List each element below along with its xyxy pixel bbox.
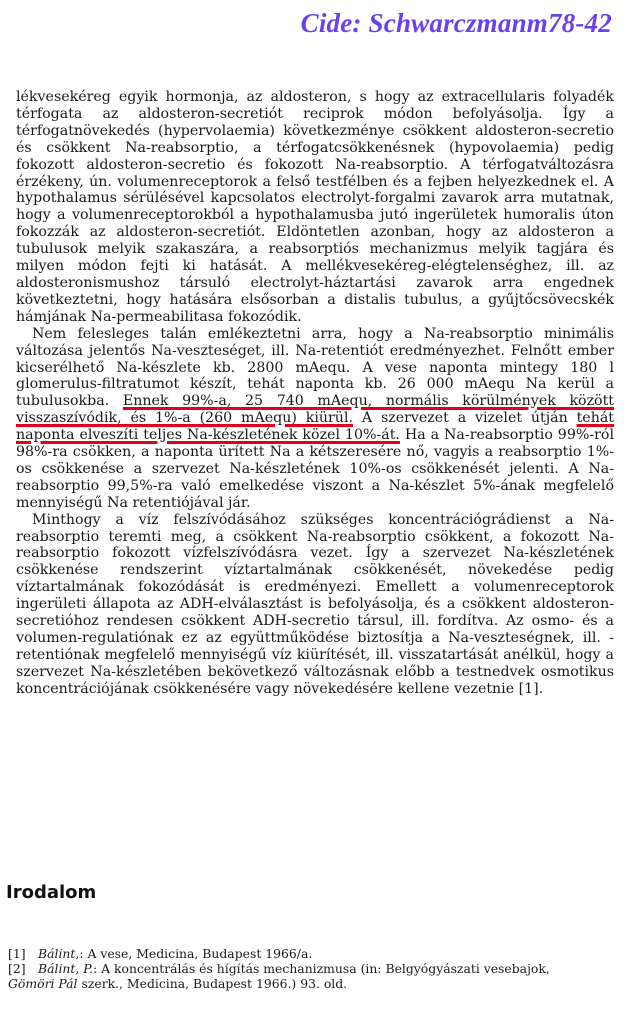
paragraph-2 [16, 326, 614, 512]
paragraph-text: Nem felesleges talán emlékeztetni arra, hogy a Na-reabsorptio minimális változása jelentős Na-veszteséget, ill. Na-retentiót eredményezhet. Felnőtt ember kicserélhető Na-készlete kb. 2800 mAequ. A vese naponta mintegy 180 l glomerulus-filtratumot készít, tehát naponta kb. 26 000 mAequ Na kerül a tubulusokba. [16, 325, 614, 410]
reference-rest: szerk., Medicina, Budapest 1966.) 93. old. [77, 976, 348, 991]
body-text [16, 89, 614, 698]
paragraph-text: A szervezet a vizelet útján [353, 410, 577, 427]
references-list [8, 946, 618, 991]
reference-item [8, 961, 618, 976]
reference-editor: Gömöri Pál [8, 976, 78, 991]
paragraph-1 [16, 89, 614, 326]
paragraph-text: Ha a Na-reabsorptio 99%-ról 98%-ra csökken, a naponta ürített Na a kétszeresére nő, vagyis a reabsorptio 1%-os csökkenése a szervezet Na-készletének 10%-os csökkenését jelenti. A Na-reabsorptio 99,5%-ra való emelkedése viszont a Na-készlet 5%-ának megfelelő mennyiségű Na retentiójával jár. [16, 427, 614, 511]
reference-item [8, 946, 618, 961]
reference-rest: : A koncentrálás és hígítás mechanizmusa (in: Belgyógyászati vesebajok, [93, 961, 550, 976]
paragraph-text: lékvesekéreg egyik hormonja, az aldosteron, s hogy az extracellularis folyadék térfogata az aldosteron-secretiót reciprok módon befolyásolja. Így a térfogatnövekedés (hypervolaemia) következménye csökkent aldosteron-secretio és csökkent Na-reabsorptio, a térfogatcsökkenésnek (hypovolaemia) pedig fokozott aldosteron-secretio és fokozott Na-reabsorptio. A térfogatváltozásra érzékeny, ún. volumenreceptorok a felső testfélben és a fejben helyezkednek el. A hypothalamus sérülésével kapcsolatos electrolyt-forgalmi zavarok arra mutatnak, hogy a volumenreceptorokból a hypothalamusba jutó ingerületek humoralis úton fokozzák az aldosteron-secretiót. Eldöntetlen azonban, hogy az aldosteron a tubulusok melyik szakaszára, a reabsorptiós mechanizmus melyik tagjára és milyen módon fejti ki hatását. A mellékvesekéreg-elégtelenséghez, ill. az aldosteronismushoz társuló electrolyt-háztartási zavarok arra engednek következtetni, hogy hatására elsősorban a distalis tubulus, a gyűjtőcsövecskék hámjának Na-permeabilitasa fokozódik. [16, 89, 614, 325]
paragraph-text: Minthogy a víz felszívódásához szükséges koncentrációgrádienst a Na-reabsorptio teremti meg, a csökkent Na-reabsorptio csökkent, a fokozott Na-reabsorptio fokozott vízfelszívódásra vezet. Így a szervezet Na-készletének csökkenése rendszerint víztartalmának csökkenését, növekedése pedig víztartalmának fokozódását is eredményezi. Emellett a volumenreceptorok ingerületi állapota az ADH-elválasztást is befolyásolja, és a csökkent aldosteron-secretióhoz rendesen csökkent ADH-secretio társul, ill. fordítva. Az osmo- és a volumen-regulatiónak ez az együttműködése biztosítja a Na-veszteségnek, ill. -retentiónak megfelelő mennyiségű víz kiürítését, ill. visszatartását anélkül, hogy a szervezet Na-készletében bekövetkező változásnak előbb a testnedvek osmotikus koncentrációjának csökkenésére vagy növekedésére kellene vezetnie [1]. [16, 511, 614, 697]
reference-number: [1] [8, 946, 26, 961]
reference-text [38, 961, 618, 976]
reference-number: [2] [8, 961, 26, 976]
paragraph-3 [16, 512, 614, 698]
reference-text [38, 946, 618, 961]
reference-author: Bálint, [38, 946, 80, 961]
reference-author: Bálint, P. [38, 961, 94, 976]
red-underlined-text: tehát naponta elveszíti teljes Na-készletének közel 10%-át. [16, 410, 614, 444]
reference-rest: : A vese, Medicina, Budapest 1966/a. [79, 946, 313, 961]
references-heading: Irodalom [6, 882, 97, 903]
reference-continuation [8, 976, 618, 991]
red-underlined-text: Ennek 99%-a, 25 740 mAequ, normális körülmények között visszaszívódik, és 1%-a (260 mAequ) kiürül. [16, 393, 614, 427]
watermark: Cide: Schwarczmanm78-42 [300, 8, 612, 38]
